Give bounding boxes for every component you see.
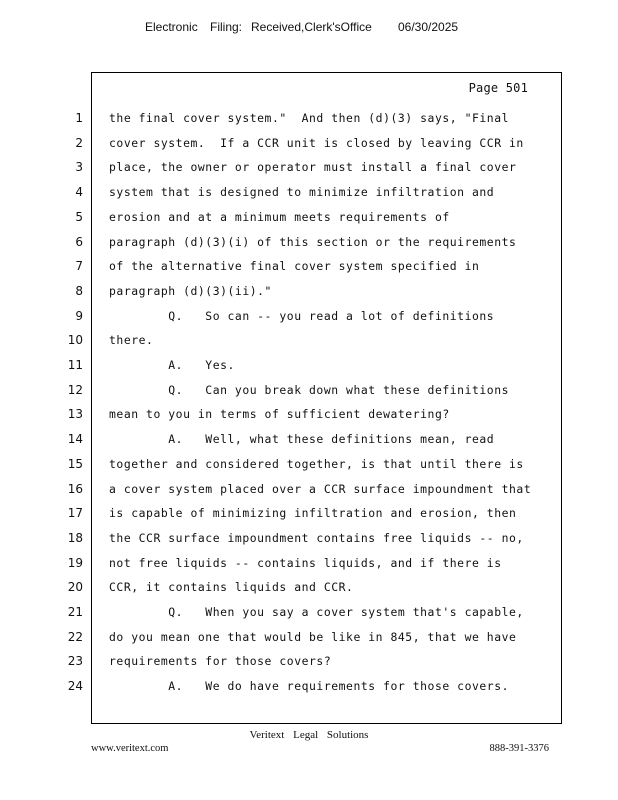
line-number: 6	[75, 234, 83, 249]
line-number: 22	[67, 629, 83, 644]
line-number: 21	[67, 605, 83, 619]
line-number: 23	[67, 654, 83, 669]
transcript-line-text: paragraph (d)(3)(ii)."	[109, 283, 272, 298]
header-filing: Filing:	[210, 20, 243, 34]
line-number: 19	[67, 555, 83, 570]
transcript-line-text: CCR, it contains liquids and CCR.	[109, 580, 354, 595]
line-number: 20	[67, 580, 83, 595]
line-number: 11	[67, 358, 83, 372]
footer-company: Veritext Legal Solutions	[249, 729, 369, 741]
transcript-line-text: Q. When you say a cover system that's capable,	[109, 605, 524, 619]
line-number: 4	[75, 185, 83, 200]
line-number: 12	[67, 382, 83, 397]
transcript-line-text: requirements for those covers?	[109, 654, 332, 669]
transcript-line-text: A. We do have requirements for those covers.	[109, 679, 510, 694]
line-number: 24	[67, 679, 83, 694]
transcript-line-text: paragraph (d)(3)(i) of this section or the requirements	[109, 234, 517, 249]
line-number: 8	[75, 283, 83, 298]
line-number: 1	[75, 111, 83, 125]
transcript-line-text: system that is designed to minimize infiltration and	[109, 185, 495, 200]
transcript-line-text: erosion and at a minimum meets requirements of	[109, 209, 450, 224]
page-number: Page 501	[468, 81, 528, 95]
header-electronic: Electronic	[145, 20, 198, 34]
transcript-line-text: is capable of minimizing infiltration and erosion, then	[109, 506, 517, 521]
transcript-line-text: Q. Can you break down what these definitions	[109, 382, 510, 397]
transcript-line-text: the final cover system." And then (d)(3) says, "Final	[109, 111, 510, 125]
header-received: Received,Clerk'sOffice	[251, 20, 372, 34]
filing-stamp-header	[0, 20, 618, 38]
line-number: 9	[75, 308, 83, 323]
transcript-line-text: mean to you in terms of sufficient dewatering?	[109, 407, 450, 422]
line-number: 15	[67, 456, 83, 471]
line-number: 14	[67, 432, 83, 447]
line-number: 17	[67, 506, 83, 521]
transcript-line-text: not free liquids -- contains liquids, and if there is	[109, 555, 502, 570]
line-number: 2	[75, 135, 83, 150]
header-date: 06/30/2025	[398, 20, 459, 34]
transcript-line-text: cover system. If a CCR unit is closed by leaving CCR in	[109, 135, 524, 150]
line-number: 7	[75, 259, 83, 274]
transcript-line-text: Q. So can -- you read a lot of definitions	[109, 308, 495, 323]
line-number: 16	[67, 481, 83, 496]
transcript-line-text: together and considered together, is that until there is	[109, 456, 524, 471]
line-number: 10	[67, 333, 83, 348]
footer-website: www.veritext.com	[91, 743, 169, 754]
footer-phone: 888-391-3376	[489, 743, 549, 754]
transcript-line-text: there.	[109, 333, 154, 348]
transcript-line-text: A. Yes.	[109, 358, 235, 372]
transcript-line-text: the CCR surface impoundment contains free liquids -- no,	[109, 530, 524, 545]
line-number: 18	[67, 530, 83, 545]
line-number: 5	[75, 209, 83, 224]
transcript-line-text: do you mean one that would be like in 845, that we have	[109, 629, 517, 644]
line-number: 3	[75, 160, 83, 175]
transcript-line-text: of the alternative final cover system specified in	[109, 259, 480, 274]
transcript-line-text: place, the owner or operator must install a final cover	[109, 160, 517, 175]
transcript-line-text: a cover system placed over a CCR surface impoundment that	[109, 481, 532, 496]
transcript-line-text: A. Well, what these definitions mean, read	[109, 432, 495, 447]
line-number: 13	[67, 407, 83, 422]
